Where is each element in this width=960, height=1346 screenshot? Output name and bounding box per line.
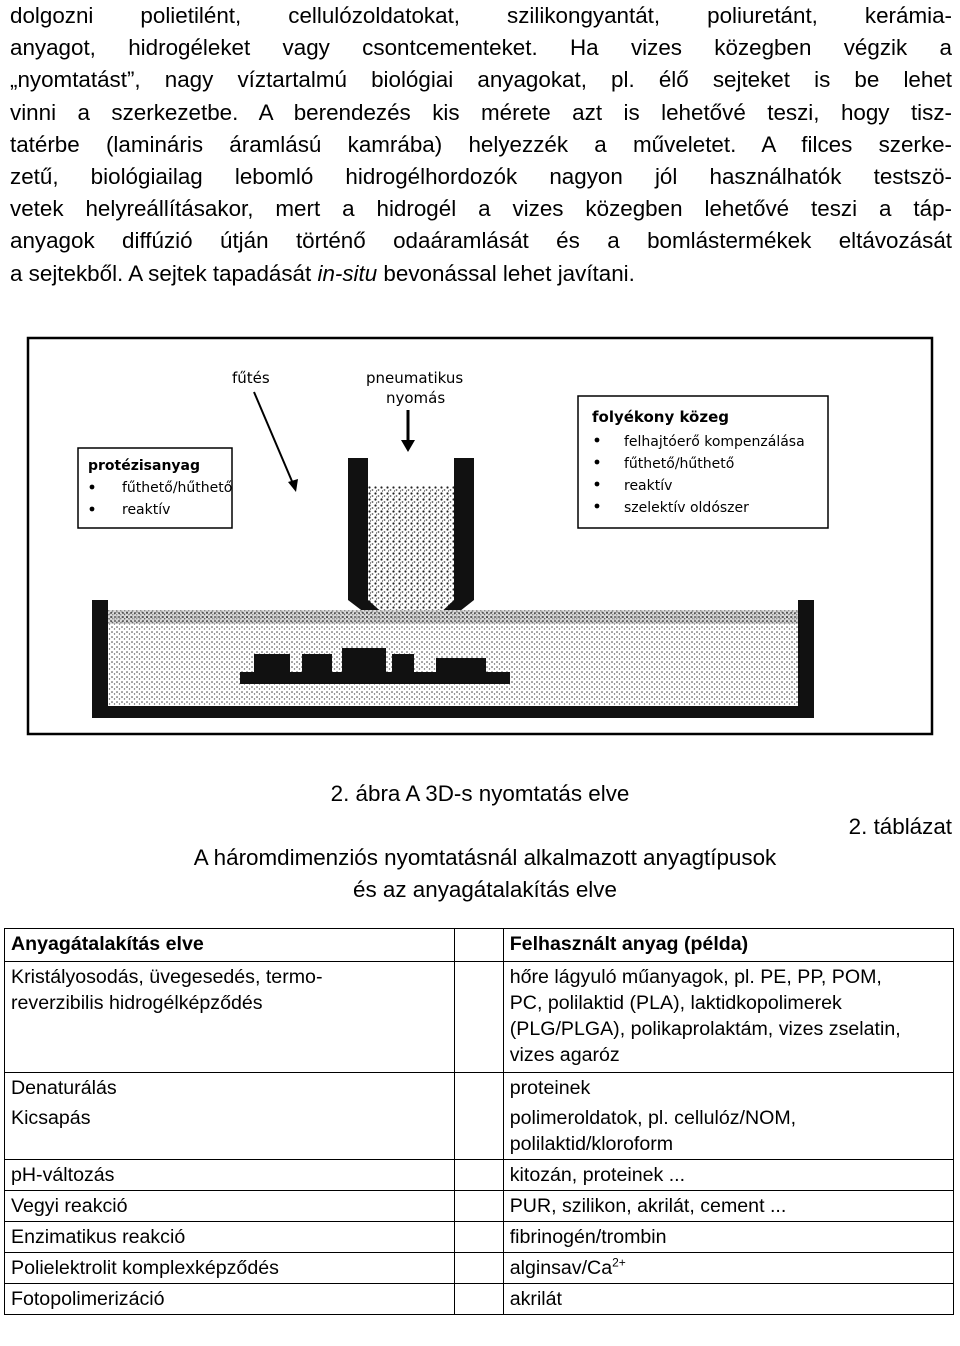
paragraph-line: „nyomtatást”, nagy víztartalmú biológiai anyagokat, pl. élő sejteket is be lehet: [10, 67, 952, 93]
table-header-cell: Felhasznált anyag (példa): [503, 929, 953, 962]
prosthesis-item: fűthető/hűthető: [122, 480, 233, 496]
table-title: A háromdimenziós nyomtatásnál alkalmazott anyagtípusok: [193, 845, 777, 870]
paragraph-italic-term: in-situ: [317, 260, 378, 286]
table-cell: Enzimatikus reakció: [5, 1222, 455, 1253]
table-gap: [454, 1191, 503, 1222]
table-cell: fibrinogén/trombin: [503, 1222, 953, 1253]
table-cell: pH-változás: [5, 1160, 455, 1191]
heating-label: fűtés: [232, 369, 270, 387]
table-cell: Vegyi reakció: [5, 1191, 455, 1222]
table-cell-text: alginsav/Ca: [509, 1257, 613, 1279]
table-row: [5, 1253, 954, 1284]
superscript-charge: 2+: [612, 1255, 626, 1270]
liquid-medium-item: szelektív oldószer: [624, 500, 749, 516]
table-row: [5, 1160, 954, 1191]
printed-layer: [254, 654, 290, 672]
print-head-material: [368, 486, 454, 600]
bullet-icon: [90, 507, 95, 512]
table-cell: Polielektrolit komplexképződés: [5, 1253, 455, 1284]
table-number: 2. táblázat: [848, 814, 952, 839]
printed-layer: [342, 648, 386, 672]
table-cell: Kristályosodás, üvegesedés, termo- reverzibilis hidrogélképződés: [5, 962, 455, 1073]
liquid-medium-item: fűthető/hűthető: [624, 456, 735, 472]
table-cell: Kicsapás: [5, 1103, 455, 1160]
table-header-cell: Anyagátalakítás elve: [5, 929, 455, 962]
table-cell: Denaturálás: [5, 1073, 455, 1104]
table-gap: [454, 1253, 503, 1284]
bullet-icon: [595, 438, 600, 443]
table-cell: Fotopolimerizáció: [5, 1284, 455, 1315]
table-row: [5, 962, 954, 1073]
table-gap: [454, 1222, 503, 1253]
liquid-medium-title: folyékony közeg: [592, 408, 729, 426]
body-paragraph: [10, 0, 952, 290]
paragraph-line: dolgozni polietilént, cellulózoldatokat, szilikongyantát, poliuretánt, kerámia-: [10, 3, 952, 28]
vat-wall-left: [92, 600, 108, 716]
print-head-wall-right: [454, 458, 474, 600]
build-platform: [240, 672, 510, 684]
paragraph-last-line: [10, 258, 952, 290]
paragraph-line: anyagok diffúzió útján történő odaáramlását és a bomlástermékek eltávozását: [10, 228, 952, 254]
printed-layer: [392, 654, 414, 672]
pressure-label: nyomás: [386, 389, 446, 407]
bullet-icon: [595, 460, 600, 465]
figure-caption: 2. ábra A 3D-s nyomtatás elve: [330, 781, 630, 806]
table-cell: proteinek: [503, 1073, 953, 1104]
paragraph-line: tatérbe (lamináris áramlású kamrába) helyezzék a műveletet. A filces szerke-: [10, 131, 952, 157]
vat-wall-right: [798, 600, 814, 716]
bullet-icon: [595, 504, 600, 509]
table-cell: kitozán, proteinek ...: [503, 1160, 953, 1191]
table-gap: [454, 929, 503, 962]
table-row: [5, 1073, 954, 1104]
liquid-medium-item: felhajtóerő kompenzálása: [624, 434, 805, 450]
table-title: és az anyagátalakítás elve: [353, 877, 617, 902]
table-cell: [503, 1253, 953, 1284]
paragraph-text: bevonással lehet javítani.: [377, 260, 635, 286]
table-header-row: [5, 929, 954, 962]
paragraph-text: a sejtekből. A sejtek tapadását: [10, 260, 318, 286]
table-gap: [454, 1160, 503, 1191]
table-row: [5, 1284, 954, 1315]
vat-liquid-dense: [108, 610, 798, 624]
liquid-medium-item: reaktív: [624, 478, 673, 494]
print-head-wall-left: [348, 458, 368, 600]
printed-layer: [302, 654, 332, 672]
table-gap: [454, 1284, 503, 1315]
paragraph-line: vinni a szerkezetbe. A berendezés kis mérete azt is lehetővé teszi, hogy tisz-: [10, 99, 952, 125]
table-cell: PUR, szilikon, akrilát, cement ...: [503, 1191, 953, 1222]
table-gap: [454, 1103, 503, 1160]
table-gap: [454, 962, 503, 1073]
paragraph-line: anyagot, hidrogéleket vagy csontcementeket. Ha vizes közegben végzik a: [10, 35, 952, 61]
prosthesis-title: protézisanyag: [88, 458, 201, 474]
pressure-label: pneumatikus: [366, 369, 464, 387]
prosthesis-item: reaktív: [122, 502, 171, 518]
paragraph-line: vetek helyreállításakor, mert a hidrogél a vizes közegben lehetővé teszi a táp-: [10, 196, 952, 222]
printed-layer: [436, 658, 486, 672]
materials-table: [4, 928, 954, 1315]
table-cell: hőre lágyuló műanyagok, pl. PE, PP, POM, PC, polilaktid (PLA), laktidkopolimerek (PLG/PLGA), polikaprolaktám, vizes zselatin, vizes agaróz: [503, 962, 953, 1073]
vat-bottom: [92, 706, 814, 718]
table-gap: [454, 1073, 503, 1104]
bullet-icon: [90, 485, 95, 490]
table-cell: polimeroldatok, pl. cellulóz/NOM, polilaktid/kloroform: [503, 1103, 953, 1160]
table-row: [5, 1103, 954, 1160]
table-cell: akrilát: [503, 1284, 953, 1315]
table-row: [5, 1191, 954, 1222]
table-row: [5, 1222, 954, 1253]
printing-diagram: [26, 336, 934, 736]
bullet-icon: [595, 482, 600, 487]
paragraph-line: zetű, biológiailag lebomló hidrogélhordozók nagyon jól használhatók testszö-: [10, 164, 952, 190]
